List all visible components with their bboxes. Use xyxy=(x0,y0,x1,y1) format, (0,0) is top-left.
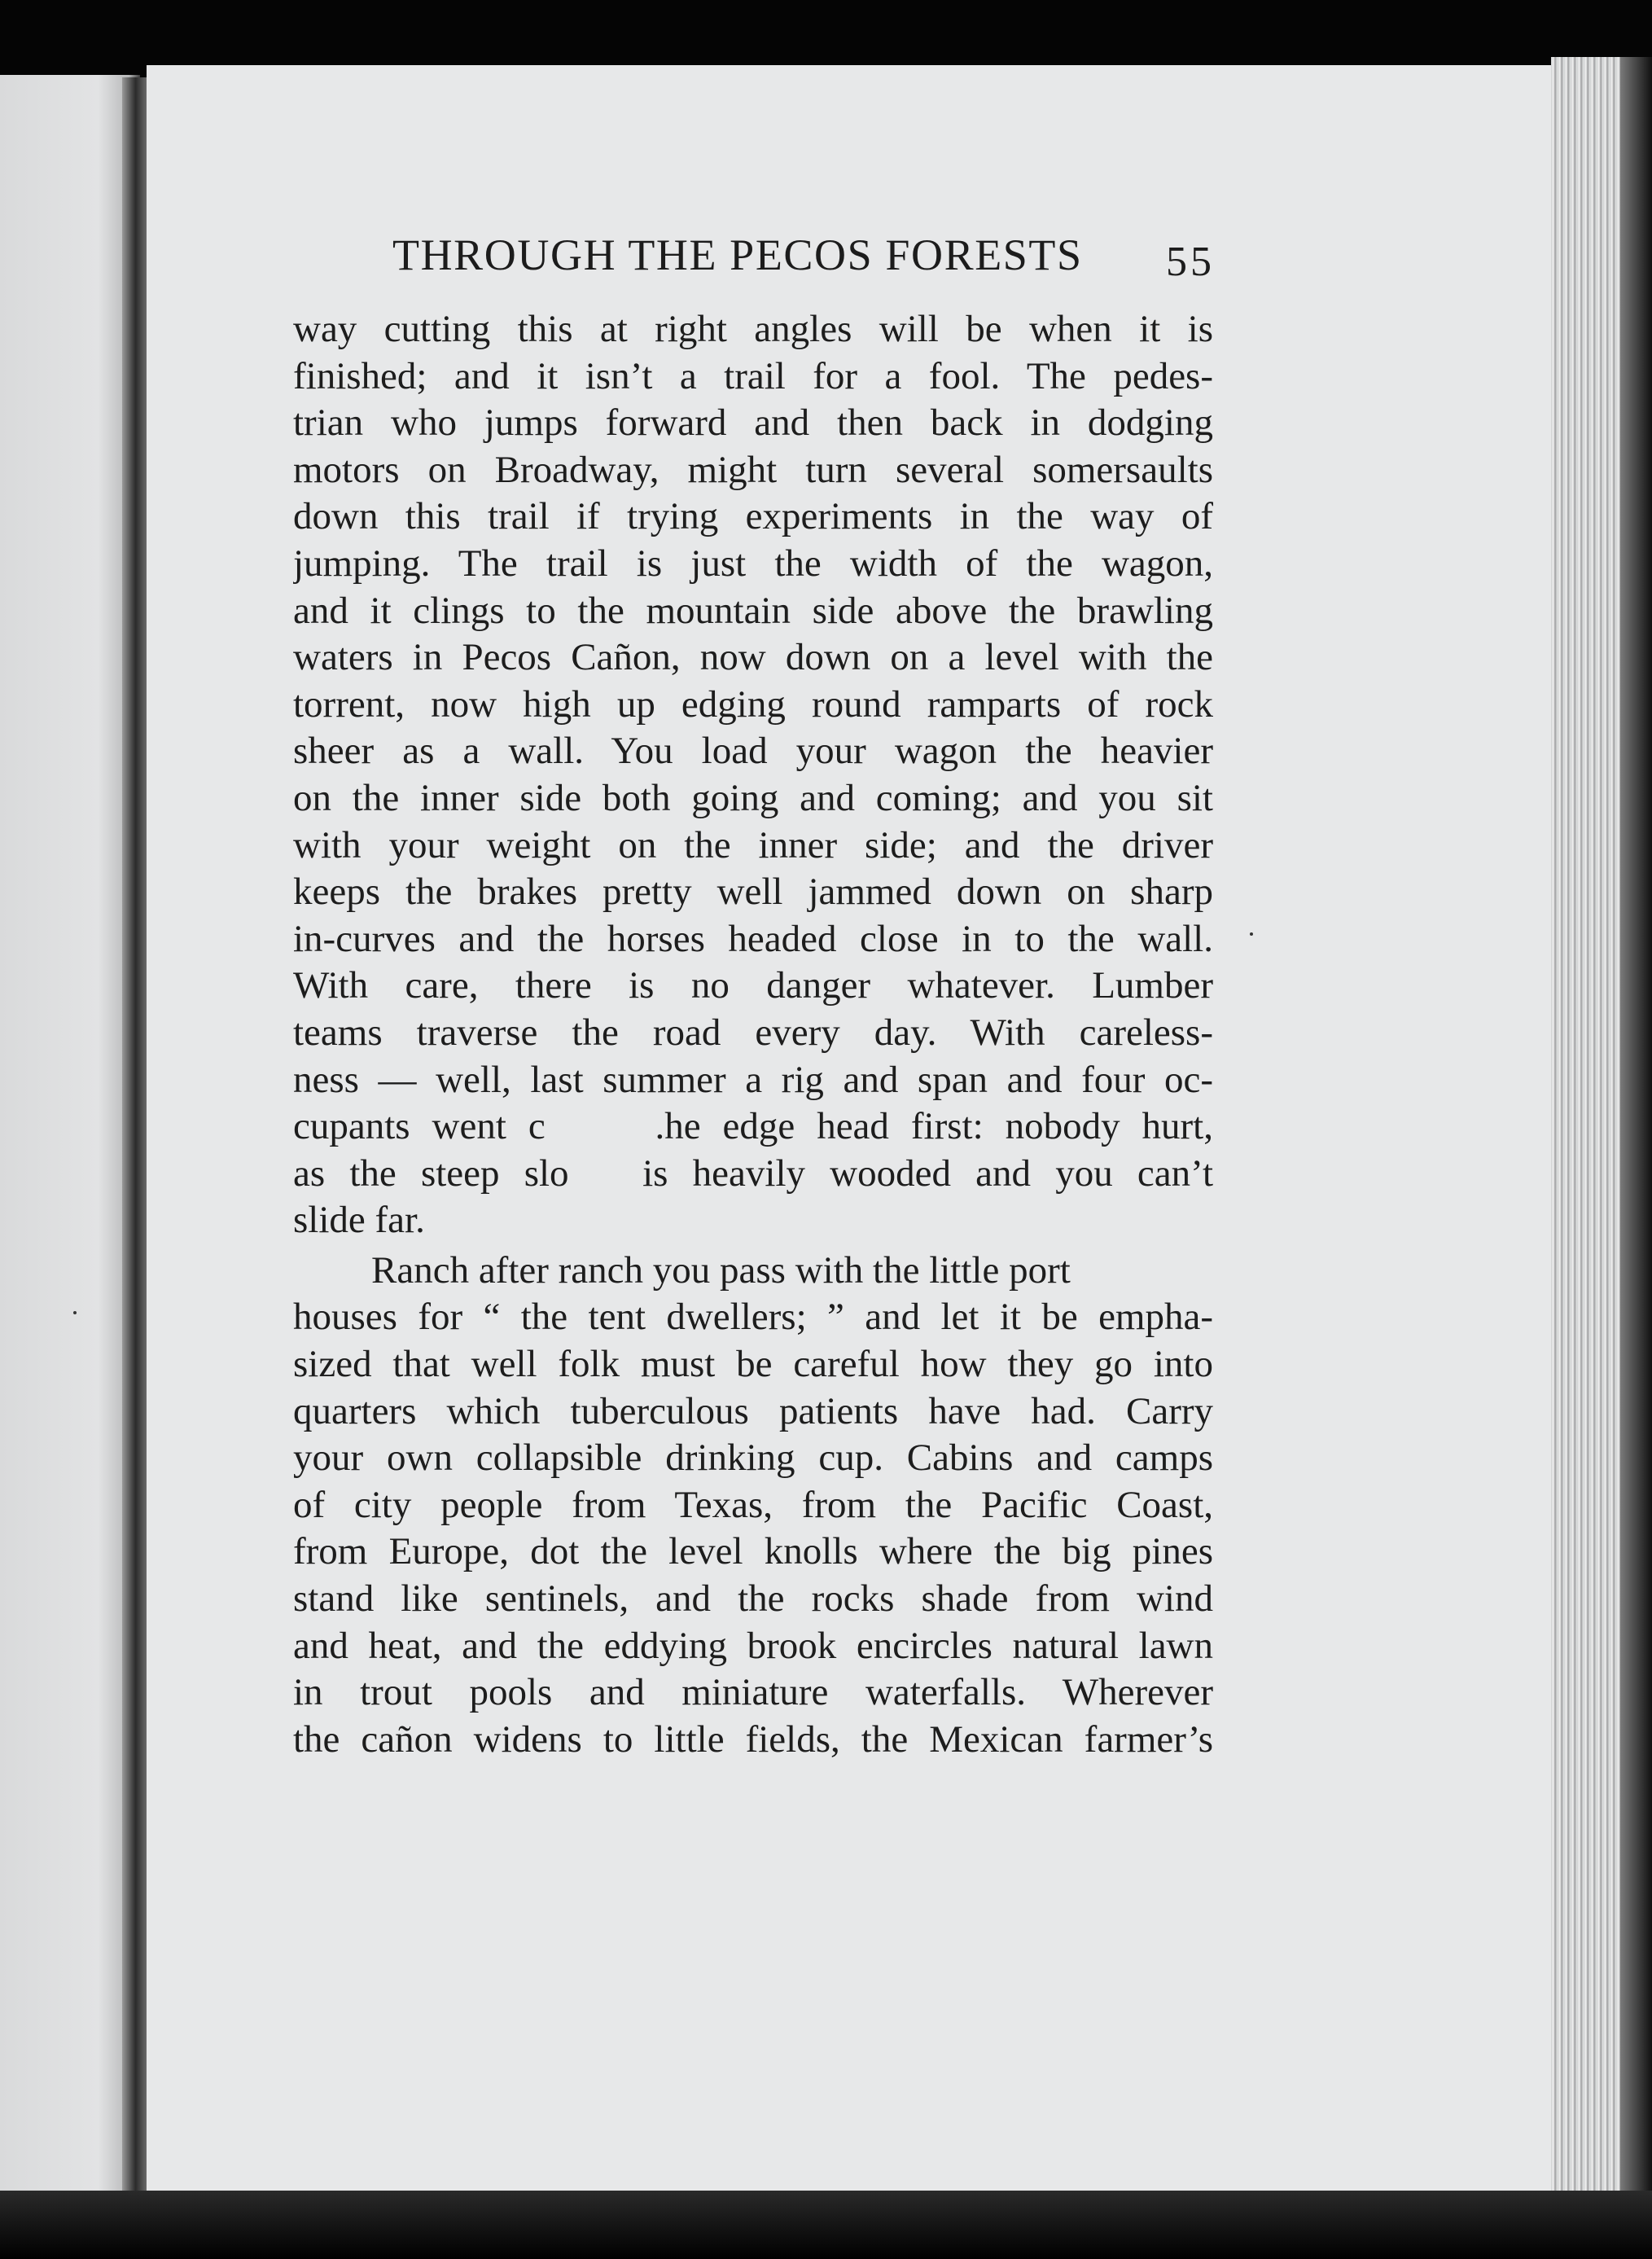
text-line: jumping. The trail is just the width of the wagon, xyxy=(293,542,1213,585)
text-line: Ranch after ranch you pass with the little port xyxy=(371,1248,1071,1292)
text-line: trian who jumps forward and then back in dodging xyxy=(293,401,1213,445)
text-line: motors on Broadway, might turn several somersaults xyxy=(293,448,1213,491)
text-line: stand like sentinels, and the rocks shade from wind xyxy=(293,1577,1213,1621)
text-line: quarters which tuberculous patients have had. Carry xyxy=(293,1389,1213,1432)
text-line: and heat, and the eddying brook encircles natural lawn xyxy=(293,1624,1213,1667)
text-line: torrent, now high up edging round ramparts of rock xyxy=(293,682,1213,726)
text-line: way cutting this at right angles will be when it is xyxy=(293,308,1213,350)
text-line: houses for “ the tent dwellers; ” and let it be empha- xyxy=(293,1296,1213,1339)
text-line: in-curves and the horses headed close in to the wall. xyxy=(293,917,1213,960)
text-line: finished; and it isn’t a trail for a fool. The pedes- xyxy=(293,354,1213,397)
text-line: your own collapsible drinking cup. Cabins and camps xyxy=(293,1437,1213,1480)
paragraph-2 xyxy=(293,1248,1213,1764)
facing-page-edge xyxy=(0,75,140,2192)
text-line: from Europe, dot the level knolls where the big pines xyxy=(293,1530,1213,1573)
paragraph-1 xyxy=(293,306,1213,1244)
bottom-shadow xyxy=(0,2191,1652,2259)
text-line: sheer as a wall. You load your wagon the heavier xyxy=(293,730,1213,773)
page-number: 55 xyxy=(1166,239,1215,285)
text-line: waters in Pecos Cañon, now down on a level with the xyxy=(293,636,1213,679)
text-line: of city people from Texas, from the Pacific Coast, xyxy=(293,1483,1213,1526)
text-line: as the steep slo is heavily wooded and you can’t xyxy=(293,1151,1213,1195)
page-edge-shadow xyxy=(1620,57,1652,2207)
text-line: ness — well, last summer a rig and span and four oc- xyxy=(293,1058,1213,1101)
text-line: with your weight on the inner side; and the driver xyxy=(293,823,1213,866)
text-line: in trout pools and miniature waterfalls. Wherever xyxy=(293,1671,1213,1714)
body-text xyxy=(293,306,1213,1763)
page-stack-edge xyxy=(1551,57,1624,2207)
scan-speck xyxy=(1250,932,1253,936)
text-line: teams traverse the road every day. With careless- xyxy=(293,1011,1213,1054)
text-line: down this trail if trying experiments in the way of xyxy=(293,495,1213,538)
text-line: keeps the brakes pretty well jammed down on sharp xyxy=(293,871,1213,914)
scan-speck xyxy=(73,1311,77,1314)
text-line: cupants went c .he edge head first: nobody hurt, xyxy=(293,1105,1213,1148)
text-line: slide far. xyxy=(293,1199,425,1242)
running-title: THROUGH THE PECOS FORESTS xyxy=(392,230,1083,279)
text-line: on the inner side both going and coming; and you sit xyxy=(293,776,1213,819)
text-line: and it clings to the mountain side above the brawling xyxy=(293,589,1213,632)
text-line: the cañon widens to little fields, the Mexican farmer’s xyxy=(293,1717,1213,1761)
book-gutter xyxy=(122,77,147,2195)
text-line: sized that well folk must be careful how they go into xyxy=(293,1343,1213,1386)
text-line: With care, there is no danger whatever. Lumber xyxy=(293,964,1213,1007)
